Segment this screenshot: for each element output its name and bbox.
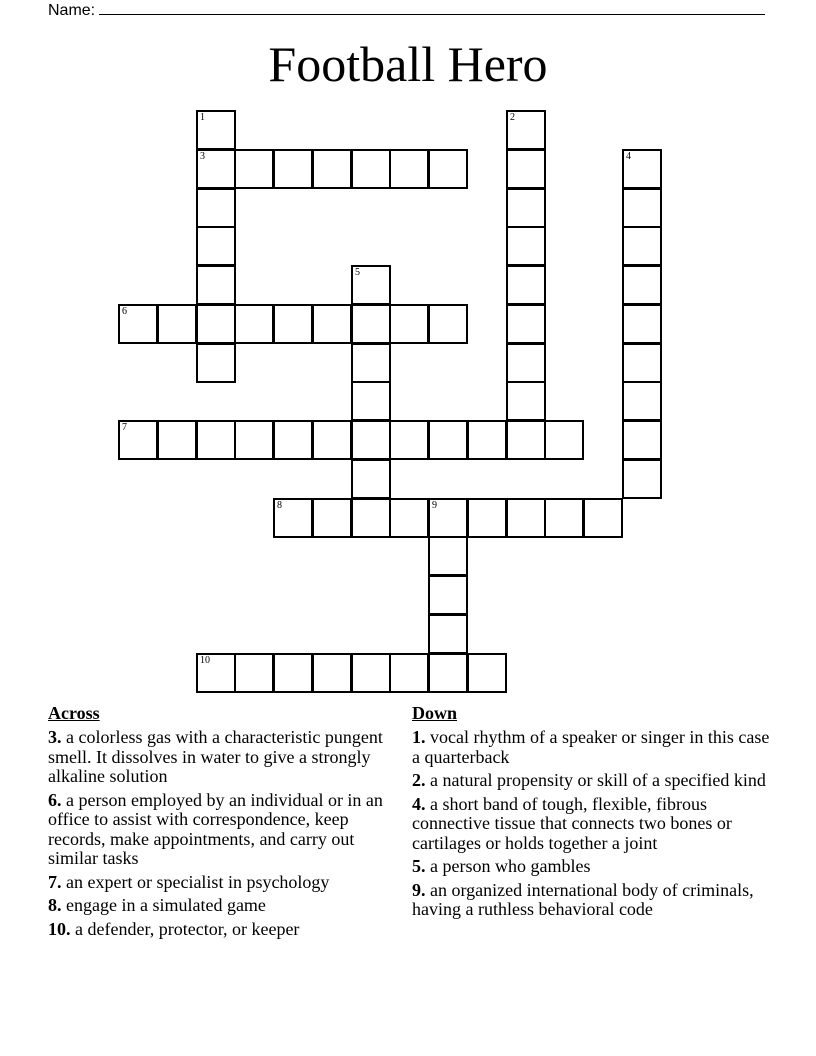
grid-cell[interactable] (389, 304, 429, 344)
clue-number: 6. (48, 789, 62, 810)
grid-cell[interactable] (622, 343, 662, 383)
grid-cell[interactable] (196, 188, 236, 228)
clue-number: 7. (48, 871, 62, 892)
grid-cell[interactable] (351, 420, 391, 460)
across-heading: Across (48, 703, 100, 723)
cell-number: 8 (277, 500, 282, 511)
grid-cell[interactable] (389, 498, 429, 538)
grid-cell[interactable] (622, 226, 662, 266)
cell-number: 4 (626, 151, 631, 162)
page-title: Football Hero (268, 36, 548, 92)
grid-cell[interactable] (234, 149, 274, 189)
grid-cell[interactable] (351, 381, 391, 421)
grid-cell[interactable] (544, 498, 584, 538)
grid-cell[interactable] (234, 653, 274, 693)
grid-cell[interactable] (622, 265, 662, 305)
grid-cell[interactable] (196, 343, 236, 383)
clue-number: 5. (412, 856, 426, 876)
grid-cell[interactable] (622, 420, 662, 460)
grid-cell[interactable] (196, 265, 236, 305)
grid-cell[interactable] (506, 304, 546, 344)
clue-number: 8. (48, 895, 62, 915)
grid-cell[interactable] (506, 188, 546, 228)
grid-cell[interactable] (273, 149, 313, 189)
clue-number: 10. (48, 918, 71, 939)
down-heading: Down (412, 703, 458, 723)
grid-cell[interactable] (273, 304, 313, 344)
clue-text: engage in a simulated game (66, 895, 266, 915)
clue-number: 2. (412, 770, 426, 790)
clue-number: 4. (412, 793, 426, 814)
across-clues (48, 702, 400, 943)
clue-text: a person employed by an individual or in an office to assist with correspondence, keep records, make appointments, and carry out similar tasks (48, 789, 383, 868)
clue-number: 1. (412, 727, 426, 747)
grid-cell[interactable] (351, 459, 391, 499)
grid-cell[interactable] (196, 149, 236, 189)
grid-cell[interactable] (312, 304, 352, 344)
grid-cell[interactable] (622, 304, 662, 344)
grid-cell[interactable] (506, 110, 546, 150)
grid-cell[interactable] (467, 420, 507, 460)
grid-cell[interactable] (622, 188, 662, 228)
grid-cell[interactable] (428, 614, 468, 654)
grid-cell[interactable] (273, 653, 313, 693)
grid-cell[interactable] (467, 498, 507, 538)
cell-number: 7 (122, 422, 127, 433)
grid-cell[interactable] (506, 498, 546, 538)
grid-cell[interactable] (118, 304, 158, 344)
clue-text: a defender, protector, or keeper (75, 918, 300, 939)
grid-cell[interactable] (351, 343, 391, 383)
clue-across-6 (48, 791, 400, 869)
grid-cell[interactable] (312, 498, 352, 538)
cell-number: 9 (432, 500, 437, 511)
clue-across-8 (48, 896, 400, 916)
clue-text: a person who gambles (430, 856, 591, 876)
clue-number: 9. (412, 879, 426, 900)
grid-cell[interactable] (428, 149, 468, 189)
grid-cell[interactable] (622, 459, 662, 499)
cell-number: 3 (200, 151, 205, 162)
grid-cell[interactable] (428, 536, 468, 576)
grid-cell[interactable] (273, 420, 313, 460)
down-clues (412, 702, 772, 924)
grid-cell[interactable] (351, 265, 391, 305)
clue-text: vocal rhythm of a speaker or singer in this case a quarterback (412, 727, 770, 767)
grid-cell[interactable] (428, 653, 468, 693)
clue-down-2 (412, 771, 772, 791)
clue-down-9 (412, 881, 772, 920)
grid-cell[interactable] (506, 149, 546, 189)
grid-cell[interactable] (351, 498, 391, 538)
grid-cell[interactable] (118, 420, 158, 460)
grid-cell[interactable] (428, 304, 468, 344)
clue-text: a colorless gas with a characteristic pungent smell. It dissolves in water to give a strongly alkaline solution (48, 727, 383, 786)
grid-cell[interactable] (506, 420, 546, 460)
grid-cell[interactable] (351, 653, 391, 693)
grid-cell[interactable] (389, 653, 429, 693)
grid-cell[interactable] (312, 653, 352, 693)
grid-cell[interactable] (196, 110, 236, 150)
grid-cell[interactable] (312, 149, 352, 189)
grid-cell[interactable] (196, 304, 236, 344)
clue-across-7 (48, 873, 400, 893)
grid-cell[interactable] (234, 420, 274, 460)
grid-cell[interactable] (157, 420, 197, 460)
grid-cell[interactable] (506, 265, 546, 305)
grid-cell[interactable] (389, 149, 429, 189)
grid-cell[interactable] (428, 575, 468, 615)
grid-cell[interactable] (506, 381, 546, 421)
grid-cell[interactable] (583, 498, 623, 538)
cell-number: 6 (122, 306, 127, 317)
grid-cell[interactable] (157, 304, 197, 344)
grid-cell[interactable] (428, 420, 468, 460)
grid-cell[interactable] (234, 304, 274, 344)
cell-number: 1 (200, 112, 205, 123)
grid-cell[interactable] (428, 498, 468, 538)
clue-across-10 (48, 920, 400, 940)
clue-down-5 (412, 857, 772, 877)
cell-number: 10 (200, 655, 210, 666)
clue-down-4 (412, 795, 772, 854)
grid-cell[interactable] (506, 343, 546, 383)
grid-cell[interactable] (622, 149, 662, 189)
cell-number: 2 (510, 112, 515, 123)
grid-cell[interactable] (196, 226, 236, 266)
clue-text: an expert or specialist in psychology (66, 871, 330, 892)
grid-cell[interactable] (351, 149, 391, 189)
clue-number: 3. (48, 727, 62, 747)
cell-number: 5 (355, 267, 360, 278)
grid-cell[interactable] (467, 653, 507, 693)
clue-down-1 (412, 728, 772, 767)
clue-across-3 (48, 728, 400, 787)
grid-cell[interactable] (544, 420, 584, 460)
grid-cell[interactable] (622, 381, 662, 421)
clue-text: a natural propensity or skill of a specified kind (430, 770, 766, 790)
grid-cell[interactable] (351, 304, 391, 344)
grid-cell[interactable] (312, 420, 352, 460)
clue-text: an organized international body of criminals, having a ruthless behavioral code (412, 879, 754, 919)
grid-cell[interactable] (196, 653, 236, 693)
clue-text: a short band of tough, flexible, fibrous connective tissue that connects two bones or cartilages or holds together a joint (412, 793, 732, 853)
name-label: Name: (48, 2, 96, 19)
grid-cell[interactable] (196, 420, 236, 460)
grid-cell[interactable] (506, 226, 546, 266)
grid-cell[interactable] (389, 420, 429, 460)
grid-cell[interactable] (273, 498, 313, 538)
